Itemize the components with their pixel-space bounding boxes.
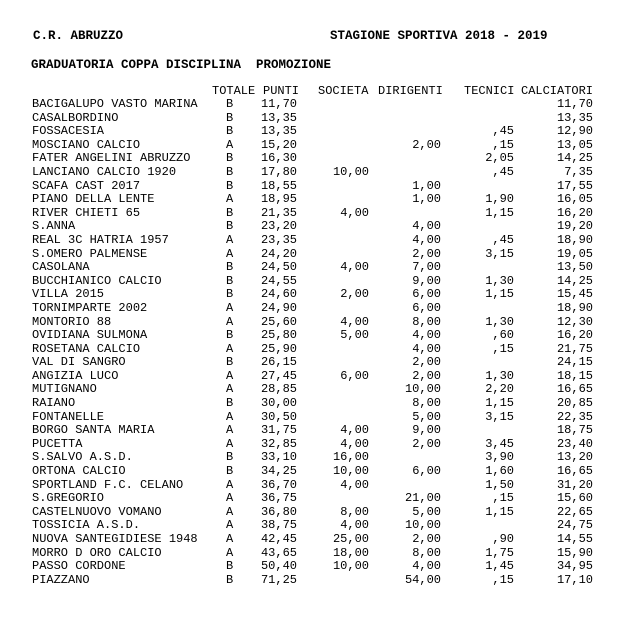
team-group: A	[226, 491, 234, 506]
tecnici-points: 1,15	[485, 287, 514, 302]
team-name: S.OMERO PALMENSE	[32, 246, 148, 261]
column-header-calciatori: CALCIATORI	[521, 84, 594, 98]
total-points: 23,20	[260, 219, 297, 234]
team-name: CASOLANA	[32, 260, 90, 275]
column-header-dirigenti: DIRIGENTI	[378, 84, 443, 98]
table-row	[0, 180, 635, 194]
calciatori-points: 34,95	[556, 559, 593, 574]
document-title: GRADUATORIA COPPA DISCIPLINA PROMOZIONE	[31, 58, 332, 72]
table-row	[0, 193, 635, 207]
team-group: A	[226, 137, 234, 152]
total-points: 50,40	[260, 559, 297, 574]
total-points: 24,20	[260, 246, 297, 261]
team-name: SPORTLAND F.C. CELANO	[32, 477, 184, 492]
calciatori-points: 12,30	[556, 314, 593, 329]
societa-points: 4,00	[340, 314, 369, 329]
team-group: B	[226, 124, 234, 139]
total-points: 24,50	[260, 260, 297, 275]
calciatori-points: 18,90	[556, 300, 593, 315]
tecnici-points: ,45	[492, 124, 514, 139]
standings-table	[0, 98, 635, 587]
calciatori-points: 18,15	[556, 368, 593, 383]
team-name: S.ANNA	[32, 219, 76, 234]
total-points: 11,70	[260, 97, 297, 111]
tecnici-points: ,15	[492, 572, 514, 587]
societa-points: 10,00	[332, 559, 369, 574]
team-group: B	[226, 572, 234, 587]
total-points: 18,95	[260, 192, 297, 207]
total-points: 24,55	[260, 273, 297, 288]
societa-points: 8,00	[340, 504, 369, 519]
team-group: B	[226, 219, 234, 234]
table-row	[0, 492, 635, 506]
total-points: 28,85	[260, 382, 297, 397]
team-group: B	[226, 355, 234, 370]
total-points: 26,15	[260, 355, 297, 370]
total-points: 32,85	[260, 436, 297, 451]
table-row	[0, 397, 635, 411]
team-name: PIAZZANO	[32, 572, 90, 587]
total-points: 34,25	[260, 464, 297, 479]
tecnici-points: 1,15	[485, 396, 514, 411]
table-row	[0, 125, 635, 139]
calciatori-points: 19,20	[556, 219, 593, 234]
table-row	[0, 329, 635, 343]
calciatori-points: 16,65	[556, 464, 593, 479]
societa-points: 25,00	[332, 532, 369, 546]
dirigenti-points: 8,00	[412, 314, 441, 329]
calciatori-points: 31,20	[556, 477, 593, 492]
dirigenti-points: 10,00	[404, 518, 441, 533]
calciatori-points: 16,20	[556, 205, 593, 220]
total-points: 36,80	[260, 504, 297, 519]
tecnici-points: 1,60	[485, 464, 514, 479]
team-name: CASTELNUOVO VOMANO	[32, 504, 162, 519]
dirigenti-points: 21,00	[404, 491, 441, 506]
total-points: 13,35	[260, 110, 297, 125]
societa-points: 10,00	[332, 464, 369, 479]
team-group: A	[226, 314, 234, 329]
tecnici-points: ,60	[492, 328, 514, 343]
team-group: A	[226, 368, 234, 383]
team-name: SCAFA CAST 2017	[32, 178, 141, 193]
team-group: A	[226, 246, 234, 261]
tecnici-points: 1,90	[485, 192, 514, 207]
team-group: B	[226, 205, 234, 220]
dirigenti-points: 4,00	[412, 219, 441, 234]
tecnici-points: 1,30	[485, 314, 514, 329]
team-name: BORGO SANTA MARIA	[32, 423, 155, 438]
tecnici-points: ,15	[492, 341, 514, 356]
team-group: A	[226, 504, 234, 519]
calciatori-points: 16,05	[556, 192, 593, 207]
calciatori-points: 22,65	[556, 504, 593, 519]
calciatori-points: 15,90	[556, 545, 593, 560]
dirigenti-points: 4,00	[412, 341, 441, 356]
tecnici-points: 1,30	[485, 368, 514, 383]
season-label: STAGIONE SPORTIVA 2018 - 2019	[330, 29, 548, 43]
team-name: TOSSICIA A.S.D.	[32, 518, 141, 533]
dirigenti-points: 1,00	[412, 192, 441, 207]
tecnici-points: 1,75	[485, 545, 514, 560]
total-points: 16,30	[260, 151, 297, 166]
societa-points: 4,00	[340, 436, 369, 451]
team-name: ORTONA CALCIO	[32, 464, 126, 479]
tecnici-points: ,15	[492, 137, 514, 152]
societa-points: 6,00	[340, 368, 369, 383]
dirigenti-points: 8,00	[412, 396, 441, 411]
dirigenti-points: 6,00	[412, 300, 441, 315]
team-group: A	[226, 518, 234, 533]
team-name: RAIANO	[32, 396, 76, 411]
total-points: 25,60	[260, 314, 297, 329]
table-row	[0, 547, 635, 561]
total-points: 71,25	[260, 572, 297, 587]
table-row	[0, 234, 635, 248]
team-group: B	[226, 328, 234, 343]
column-header-societa: SOCIETA	[318, 84, 369, 98]
team-group: A	[226, 423, 234, 438]
table-row	[0, 220, 635, 234]
societa-points: 4,00	[340, 518, 369, 533]
team-group: B	[226, 178, 234, 193]
tecnici-points: ,15	[492, 491, 514, 506]
team-name: TORNIMPARTE 2002	[32, 300, 148, 315]
dirigenti-points: 9,00	[412, 273, 441, 288]
team-group: B	[226, 164, 234, 179]
team-name: MUTIGNANO	[32, 382, 97, 397]
team-group: B	[226, 110, 234, 125]
total-points: 27,45	[260, 368, 297, 383]
total-points: 17,80	[260, 164, 297, 179]
table-row	[0, 560, 635, 574]
dirigenti-points: 4,00	[412, 559, 441, 574]
team-group: A	[226, 192, 234, 207]
calciatori-points: 13,20	[556, 450, 593, 465]
total-points: 13,35	[260, 124, 297, 139]
column-header-tecnici: TECNICI	[464, 84, 515, 98]
dirigenti-points: 10,00	[404, 382, 441, 397]
calciatori-points: 15,45	[556, 287, 593, 302]
table-row	[0, 533, 635, 547]
calciatori-points: 22,35	[556, 409, 593, 424]
table-row	[0, 98, 635, 112]
team-group: B	[226, 559, 234, 574]
calciatori-points: 15,60	[556, 491, 593, 506]
column-header-totale: TOTALE	[212, 84, 256, 98]
table-row	[0, 356, 635, 370]
team-name: VAL DI SANGRO	[32, 355, 126, 370]
societa-points: 10,00	[332, 164, 369, 179]
dirigenti-points: 2,00	[412, 532, 441, 546]
societa-points: 16,00	[332, 450, 369, 465]
tecnici-points: 2,20	[485, 382, 514, 397]
table-row	[0, 288, 635, 302]
team-group: A	[226, 409, 234, 424]
table-row	[0, 139, 635, 153]
total-points: 42,45	[260, 532, 297, 546]
table-row	[0, 506, 635, 520]
team-name: REAL 3C HATRIA 1957	[32, 232, 169, 247]
societa-points: 2,00	[340, 287, 369, 302]
calciatori-points: 18,75	[556, 423, 593, 438]
tecnici-points: ,45	[492, 232, 514, 247]
team-name: ANGIZIA LUCO	[32, 368, 119, 383]
team-group: A	[226, 532, 234, 546]
dirigenti-points: 1,00	[412, 178, 441, 193]
table-row	[0, 207, 635, 221]
team-group: A	[226, 436, 234, 451]
table-row	[0, 574, 635, 588]
team-name: BUCCHIANICO CALCIO	[32, 273, 162, 288]
calciatori-points: 21,75	[556, 341, 593, 356]
column-header-punti: PUNTI	[263, 84, 300, 98]
tecnici-points: 1,15	[485, 504, 514, 519]
table-row	[0, 261, 635, 275]
table-row	[0, 519, 635, 533]
calciatori-points: 14,25	[556, 273, 593, 288]
team-name: RIVER CHIETI 65	[32, 205, 141, 220]
team-group: A	[226, 341, 234, 356]
total-points: 38,75	[260, 518, 297, 533]
dirigenti-points: 4,00	[412, 232, 441, 247]
team-name: FATER ANGELINI ABRUZZO	[32, 151, 191, 166]
calciatori-points: 14,55	[556, 532, 593, 546]
total-points: 36,70	[260, 477, 297, 492]
calciatori-points: 20,85	[556, 396, 593, 411]
table-row	[0, 166, 635, 180]
team-name: MORRO D ORO CALCIO	[32, 545, 162, 560]
table-row	[0, 343, 635, 357]
team-name: S.GREGORIO	[32, 491, 105, 506]
dirigenti-points: 8,00	[412, 545, 441, 560]
team-group: B	[226, 450, 234, 465]
tecnici-points: ,90	[492, 532, 514, 546]
total-points: 25,90	[260, 341, 297, 356]
dirigenti-points: 6,00	[412, 464, 441, 479]
dirigenti-points: 9,00	[412, 423, 441, 438]
table-row	[0, 248, 635, 262]
team-name: MOSCIANO CALCIO	[32, 137, 141, 152]
calciatori-points: 19,05	[556, 246, 593, 261]
team-name: OVIDIANA SULMONA	[32, 328, 148, 343]
tecnici-points: 3,15	[485, 409, 514, 424]
societa-points: 18,00	[332, 545, 369, 560]
calciatori-points: 14,25	[556, 151, 593, 166]
table-row	[0, 383, 635, 397]
total-points: 43,65	[260, 545, 297, 560]
total-points: 15,20	[260, 137, 297, 152]
team-group: B	[226, 260, 234, 275]
societa-points: 4,00	[340, 423, 369, 438]
tecnici-points: 1,50	[485, 477, 514, 492]
total-points: 31,75	[260, 423, 297, 438]
team-name: CASALBORDINO	[32, 110, 119, 125]
total-points: 33,10	[260, 450, 297, 465]
dirigenti-points: 54,00	[404, 572, 441, 587]
team-group: A	[226, 545, 234, 560]
tecnici-points: 3,90	[485, 450, 514, 465]
team-group: A	[226, 477, 234, 492]
team-name: PIANO DELLA LENTE	[32, 192, 155, 207]
tecnici-points: 2,05	[485, 151, 514, 166]
table-row	[0, 438, 635, 452]
team-group: A	[226, 300, 234, 315]
table-row	[0, 316, 635, 330]
dirigenti-points: 2,00	[412, 246, 441, 261]
dirigenti-points: 2,00	[412, 436, 441, 451]
total-points: 24,60	[260, 287, 297, 302]
calciatori-points: 12,90	[556, 124, 593, 139]
table-row	[0, 370, 635, 384]
calciatori-points: 24,75	[556, 518, 593, 533]
societa-points: 4,00	[340, 205, 369, 220]
table-row	[0, 302, 635, 316]
team-name: LANCIANO CALCIO 1920	[32, 164, 177, 179]
team-name: ROSETANA CALCIO	[32, 341, 141, 356]
team-group: B	[226, 464, 234, 479]
team-name: FOSSACESIA	[32, 124, 105, 139]
societa-points: 4,00	[340, 477, 369, 492]
total-points: 36,75	[260, 491, 297, 506]
table-row	[0, 479, 635, 493]
calciatori-points: 13,35	[556, 110, 593, 125]
tecnici-points: ,45	[492, 164, 514, 179]
team-name: VILLA 2015	[32, 287, 105, 302]
calciatori-points: 16,65	[556, 382, 593, 397]
team-group: B	[226, 151, 234, 166]
dirigenti-points: 5,00	[412, 409, 441, 424]
dirigenti-points: 4,00	[412, 328, 441, 343]
team-name: BACIGALUPO VASTO MARINA	[32, 97, 198, 111]
calciatori-points: 17,10	[556, 572, 593, 587]
tecnici-points: 1,15	[485, 205, 514, 220]
team-name: PASSO CORDONE	[32, 559, 126, 574]
table-row	[0, 411, 635, 425]
table-row	[0, 275, 635, 289]
team-name: MONTORIO 88	[32, 314, 112, 329]
team-group: A	[226, 382, 234, 397]
calciatori-points: 11,70	[556, 97, 593, 111]
total-points: 18,55	[260, 178, 297, 193]
total-points: 21,35	[260, 205, 297, 220]
dirigenti-points: 2,00	[412, 137, 441, 152]
tecnici-points: 1,45	[485, 559, 514, 574]
team-group: B	[226, 396, 234, 411]
dirigenti-points: 2,00	[412, 355, 441, 370]
table-row	[0, 451, 635, 465]
calciatori-points: 23,40	[556, 436, 593, 451]
team-name: NUOVA SANTEGIDIESE 1948	[32, 532, 198, 546]
calciatori-points: 13,05	[556, 137, 593, 152]
calciatori-points: 16,20	[556, 328, 593, 343]
dirigenti-points: 2,00	[412, 368, 441, 383]
team-group: A	[226, 232, 234, 247]
calciatori-points: 13,50	[556, 260, 593, 275]
calciatori-points: 17,55	[556, 178, 593, 193]
team-name: S.SALVO A.S.D.	[32, 450, 133, 465]
total-points: 30,50	[260, 409, 297, 424]
team-group: B	[226, 287, 234, 302]
total-points: 30,00	[260, 396, 297, 411]
tecnici-points: 3,45	[485, 436, 514, 451]
team-name: FONTANELLE	[32, 409, 105, 424]
tecnici-points: 3,15	[485, 246, 514, 261]
total-points: 23,35	[260, 232, 297, 247]
total-points: 25,80	[260, 328, 297, 343]
dirigenti-points: 7,00	[412, 260, 441, 275]
societa-points: 5,00	[340, 328, 369, 343]
table-row	[0, 465, 635, 479]
calciatori-points: 24,15	[556, 355, 593, 370]
societa-points: 4,00	[340, 260, 369, 275]
calciatori-points: 7,35	[564, 164, 593, 179]
team-group: B	[226, 273, 234, 288]
organization-name: C.R. ABRUZZO	[33, 29, 124, 43]
total-points: 24,90	[260, 300, 297, 315]
tecnici-points: 1,30	[485, 273, 514, 288]
table-row	[0, 112, 635, 126]
team-group: B	[226, 97, 234, 111]
table-row	[0, 424, 635, 438]
team-name: PUCETTA	[32, 436, 83, 451]
dirigenti-points: 6,00	[412, 287, 441, 302]
calciatori-points: 18,90	[556, 232, 593, 247]
dirigenti-points: 5,00	[412, 504, 441, 519]
table-row	[0, 152, 635, 166]
